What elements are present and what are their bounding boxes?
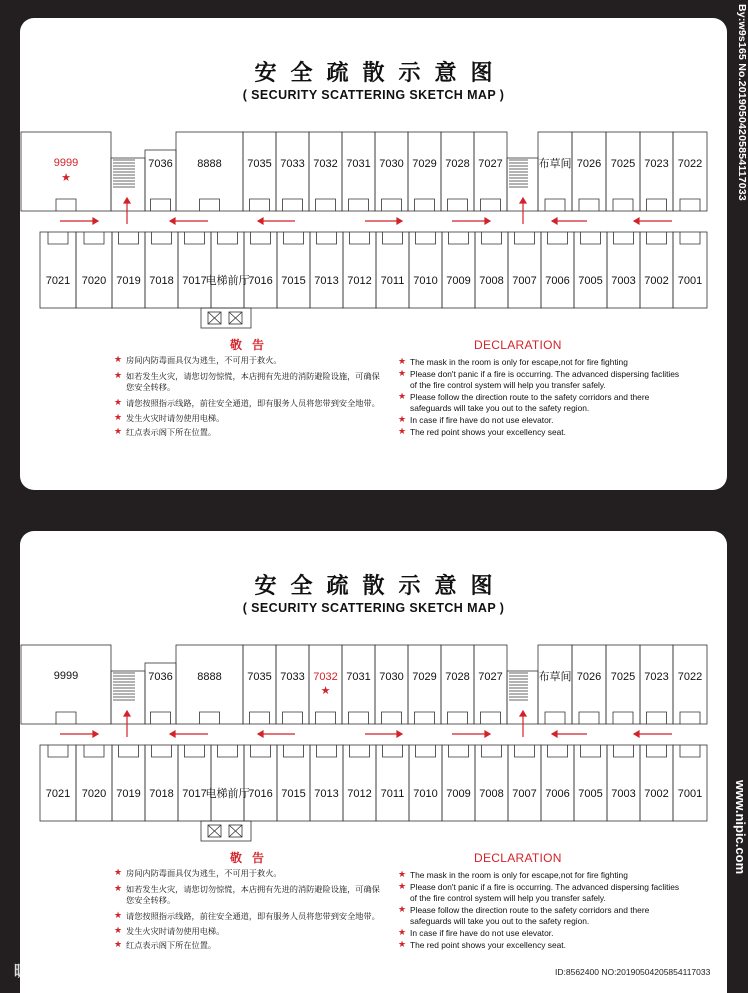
room-label: 7023 bbox=[644, 671, 669, 683]
room-cell bbox=[178, 232, 211, 308]
door-notch bbox=[680, 199, 700, 211]
door-notch bbox=[647, 199, 667, 211]
door-notch bbox=[581, 745, 601, 757]
door-notch bbox=[515, 745, 535, 757]
room-label: 7018 bbox=[149, 788, 174, 800]
declaration-item: ★ Please don't panic if a fire is occurring. The advanced dispersing faclities of the fire control system will help you transfer safely. bbox=[398, 367, 680, 391]
door-notch bbox=[614, 745, 634, 757]
star-icon: ★ bbox=[398, 926, 407, 937]
room-label: 7032 bbox=[313, 671, 338, 683]
room-cell bbox=[376, 232, 409, 308]
room-cell bbox=[343, 745, 376, 821]
room-label: 7003 bbox=[611, 275, 636, 287]
room-label: 7033 bbox=[280, 158, 305, 170]
room-cell bbox=[409, 745, 442, 821]
room-label: 7009 bbox=[446, 275, 471, 287]
door-notch bbox=[350, 232, 370, 244]
room-label: 7019 bbox=[116, 788, 141, 800]
warning-item: ★ 如若发生火灾，请您切勿惊慌，本店拥有先进的消防避险设施，可确保您安全转移。 bbox=[114, 369, 380, 393]
star-icon: ★ bbox=[398, 903, 407, 914]
door-notch bbox=[56, 199, 76, 211]
room-label: 7035 bbox=[247, 671, 272, 683]
door-notch bbox=[48, 745, 68, 757]
warning-title: 敬告 bbox=[230, 851, 275, 865]
room-label: 7019 bbox=[116, 275, 141, 287]
room-label: 7012 bbox=[347, 788, 372, 800]
room-cell bbox=[343, 232, 376, 308]
room-label: 7009 bbox=[446, 788, 471, 800]
door-notch bbox=[680, 745, 700, 757]
star-icon: ★ bbox=[114, 938, 123, 949]
room-cell bbox=[640, 232, 673, 308]
warning-list bbox=[112, 868, 382, 952]
room-cell bbox=[640, 745, 673, 821]
door-notch bbox=[545, 712, 565, 724]
room-cell bbox=[442, 232, 475, 308]
room-label: 7006 bbox=[545, 275, 570, 287]
star-icon: ★ bbox=[398, 425, 407, 436]
door-notch bbox=[415, 199, 435, 211]
declaration-item: ★ The red point shows your excellency seat. bbox=[398, 938, 566, 950]
door-notch bbox=[680, 712, 700, 724]
room-label: 7017 bbox=[182, 788, 207, 800]
star-icon: ★ bbox=[398, 413, 407, 424]
door-notch bbox=[185, 232, 205, 244]
room-label: 7010 bbox=[413, 275, 438, 287]
door-notch bbox=[119, 745, 139, 757]
room-cell bbox=[673, 232, 707, 308]
room-cell bbox=[673, 745, 707, 821]
declaration-item: ★ The mask in the room is only for escape,not for fire fighting bbox=[398, 869, 628, 880]
room-cell bbox=[244, 232, 277, 308]
door-notch bbox=[317, 745, 337, 757]
room-cell bbox=[442, 745, 475, 821]
door-notch bbox=[218, 232, 238, 244]
elevator-shaft bbox=[201, 308, 251, 328]
door-notch bbox=[416, 232, 436, 244]
door-notch bbox=[680, 232, 700, 244]
door-notch bbox=[218, 745, 238, 757]
room-label: 7001 bbox=[677, 788, 703, 800]
room-cell bbox=[277, 232, 310, 308]
door-notch bbox=[548, 745, 568, 757]
room-cell bbox=[409, 232, 442, 308]
door-notch bbox=[283, 712, 303, 724]
room-label: 7026 bbox=[576, 671, 602, 683]
door-notch bbox=[349, 712, 369, 724]
door-notch bbox=[449, 745, 469, 757]
room-cell bbox=[211, 232, 244, 308]
floor-plan bbox=[20, 18, 727, 338]
room-cell bbox=[76, 745, 112, 821]
door-notch bbox=[152, 745, 172, 757]
room-label: 7025 bbox=[610, 158, 636, 170]
room-cell bbox=[40, 232, 76, 308]
star-icon: ★ bbox=[398, 869, 407, 879]
star-icon: ★ bbox=[398, 356, 407, 366]
door-notch bbox=[481, 712, 501, 724]
room-label: 7020 bbox=[81, 275, 107, 287]
warning-item: ★ 发生火灾时请勿使用电梯。 bbox=[114, 412, 225, 424]
room-label: 9999 bbox=[53, 670, 79, 682]
room-label: 7006 bbox=[545, 788, 570, 800]
door-notch bbox=[515, 232, 535, 244]
door-notch bbox=[56, 712, 76, 724]
star-icon: ★ bbox=[114, 354, 123, 364]
room-label: 7015 bbox=[281, 788, 306, 800]
room-label: 7015 bbox=[281, 275, 306, 287]
room-label: 7016 bbox=[248, 275, 273, 287]
bottom-watermark: 昵图网 www.nipic.com bbox=[14, 963, 172, 980]
door-notch bbox=[151, 712, 171, 724]
door-notch bbox=[250, 199, 270, 211]
room-label: 7013 bbox=[314, 788, 339, 800]
room-label: 7008 bbox=[479, 275, 504, 287]
room-label: 布草间 bbox=[538, 671, 572, 683]
room-cell bbox=[178, 745, 211, 821]
room-cell bbox=[277, 745, 310, 821]
room-label: 7032 bbox=[313, 158, 338, 170]
declaration-item: ★ Please don't panic if a fire is occurring. The advanced dispersing faclities of the fire control system will help you transfer safely. bbox=[398, 880, 680, 904]
declaration-item: ★ The red point shows your excellency seat. bbox=[398, 425, 566, 437]
room-label: 7011 bbox=[380, 788, 405, 800]
declaration-item: ★ In case if fire have do not use elevator. bbox=[398, 926, 554, 938]
star-icon: ★ bbox=[398, 880, 407, 891]
map-title: 安全疏散示意图 bbox=[254, 574, 507, 599]
star-icon: ★ bbox=[114, 425, 123, 436]
door-notch bbox=[48, 232, 68, 244]
room-label: 7033 bbox=[280, 671, 305, 683]
door-notch bbox=[84, 745, 104, 757]
room-label: 8888 bbox=[197, 158, 222, 170]
room-cell bbox=[211, 745, 244, 821]
door-notch bbox=[579, 199, 599, 211]
door-notch bbox=[614, 232, 634, 244]
warning-item: ★ 房间内防毒面具仅为逃生，不可用于救火。 bbox=[114, 354, 282, 365]
door-notch bbox=[200, 199, 220, 211]
room-label: 7007 bbox=[512, 788, 537, 800]
room-label: 7005 bbox=[578, 275, 603, 287]
star-icon: ★ bbox=[114, 909, 123, 920]
star-icon: ★ bbox=[114, 396, 123, 407]
room-label: 7031 bbox=[346, 158, 371, 170]
room-label: 7030 bbox=[379, 158, 404, 170]
room-label: 7017 bbox=[182, 275, 207, 287]
door-notch bbox=[251, 232, 271, 244]
door-notch bbox=[200, 712, 220, 724]
star-icon: ★ bbox=[398, 938, 407, 949]
door-notch bbox=[84, 232, 104, 244]
room-label: 7027 bbox=[478, 671, 503, 683]
room-label: 7036 bbox=[148, 158, 173, 170]
room-label: 7010 bbox=[413, 788, 438, 800]
warning-item: ★ 请您按照指示线路，前往安全通道，即有服务人员将您带到安全地带。 bbox=[114, 396, 380, 408]
door-notch bbox=[613, 712, 633, 724]
room-label: 7011 bbox=[380, 275, 405, 287]
warning-item: ★ 如若发生火灾，请您切勿惊慌，本店拥有先进的消防避险设施，可确保您安全转移。 bbox=[114, 882, 380, 906]
room-label: 7021 bbox=[45, 788, 71, 800]
declaration-title: DECLARATION bbox=[474, 851, 562, 865]
room-cell bbox=[541, 232, 574, 308]
room-cell bbox=[112, 745, 145, 821]
room-label: 7030 bbox=[379, 671, 404, 683]
door-notch bbox=[545, 199, 565, 211]
door-notch bbox=[449, 232, 469, 244]
door-notch bbox=[383, 232, 403, 244]
door-notch bbox=[581, 232, 601, 244]
room-label: 9999 bbox=[53, 157, 79, 169]
room-cell bbox=[508, 745, 541, 821]
map-subtitle: ( SECURITY SCATTERING SKETCH MAP ) bbox=[242, 88, 505, 102]
door-notch bbox=[647, 745, 667, 757]
door-notch bbox=[349, 199, 369, 211]
star-icon: ★ bbox=[114, 882, 123, 893]
room-label: 7018 bbox=[149, 275, 174, 287]
room-label: 7028 bbox=[445, 671, 470, 683]
warning-item: ★ 请您按照指示线路，前往安全通道，即有服务人员将您带到安全地带。 bbox=[114, 909, 380, 921]
declaration-item: ★ In case if fire have do not use elevator. bbox=[398, 413, 554, 425]
room-label: 7035 bbox=[247, 158, 272, 170]
door-notch bbox=[119, 232, 139, 244]
room-cell bbox=[607, 745, 640, 821]
door-notch bbox=[481, 199, 501, 211]
door-notch bbox=[415, 712, 435, 724]
map-subtitle: ( SECURITY SCATTERING SKETCH MAP ) bbox=[242, 601, 505, 615]
declaration-item: ★ The mask in the room is only for escape,not for fire fighting bbox=[398, 356, 628, 367]
room-label: 7020 bbox=[81, 788, 107, 800]
door-notch bbox=[316, 712, 336, 724]
door-notch bbox=[350, 745, 370, 757]
sketch-map-card-1 bbox=[20, 18, 727, 490]
star-icon: ★ bbox=[114, 867, 123, 877]
door-notch bbox=[382, 712, 402, 724]
door-notch bbox=[548, 232, 568, 244]
door-notch bbox=[250, 712, 270, 724]
room-cell bbox=[607, 232, 640, 308]
room-label: 电梯前厅 bbox=[205, 788, 250, 800]
elevator-shaft bbox=[201, 821, 251, 841]
location-star-icon: ★ bbox=[61, 172, 71, 184]
room-label: 7021 bbox=[45, 275, 71, 287]
door-notch bbox=[448, 199, 468, 211]
room-label: 7008 bbox=[479, 788, 504, 800]
room-cell bbox=[310, 745, 343, 821]
door-notch bbox=[579, 712, 599, 724]
room-cell bbox=[145, 745, 178, 821]
bottom-watermark-id: ID:8562400 NO:20190504205854117033 bbox=[555, 967, 711, 977]
door-notch bbox=[251, 745, 271, 757]
room-label: 7022 bbox=[677, 158, 703, 170]
warning-list bbox=[112, 355, 382, 439]
room-label: 7016 bbox=[248, 788, 273, 800]
room-label: 布草间 bbox=[538, 158, 572, 170]
side-watermark: By:w9s165 No.20190504205854117033 bbox=[736, 4, 748, 201]
floor-plan bbox=[20, 531, 727, 851]
declaration-item: ★ Please follow the direction route to the safety corridors and there safeguards will take you out to the safety region. bbox=[398, 390, 650, 414]
room-label: 7002 bbox=[644, 788, 669, 800]
room-cell bbox=[541, 745, 574, 821]
star-icon: ★ bbox=[398, 390, 407, 401]
room-cell bbox=[244, 745, 277, 821]
declaration-title: DECLARATION bbox=[474, 338, 562, 352]
room-label: 7036 bbox=[148, 671, 173, 683]
star-icon: ★ bbox=[398, 367, 407, 378]
room-label: 电梯前厅 bbox=[205, 275, 250, 287]
room-label: 7003 bbox=[611, 788, 636, 800]
warning-title: 敬告 bbox=[230, 338, 275, 352]
room-label: 7002 bbox=[644, 275, 669, 287]
map-title: 安全疏散示意图 bbox=[254, 61, 507, 86]
door-notch bbox=[284, 745, 304, 757]
room-cell bbox=[475, 232, 508, 308]
star-icon: ★ bbox=[114, 412, 123, 423]
side-watermark-site: www.nipic.com bbox=[733, 780, 748, 875]
door-notch bbox=[448, 712, 468, 724]
location-star-icon: ★ bbox=[320, 685, 331, 697]
door-notch bbox=[416, 745, 436, 757]
room-label: 7005 bbox=[578, 788, 603, 800]
room-label: 7007 bbox=[512, 275, 537, 287]
room-label: 7029 bbox=[412, 158, 437, 170]
room-label: 7025 bbox=[610, 671, 636, 683]
star-icon: ★ bbox=[114, 369, 123, 380]
room-cell bbox=[310, 232, 343, 308]
room-cell bbox=[574, 745, 607, 821]
door-notch bbox=[316, 199, 336, 211]
room-cell bbox=[40, 745, 76, 821]
room-label: 7031 bbox=[346, 671, 371, 683]
door-notch bbox=[284, 232, 304, 244]
warning-item: ★ 发生火灾时请勿使用电梯。 bbox=[114, 925, 225, 937]
room-cell bbox=[574, 232, 607, 308]
sketch-map-card-2 bbox=[20, 531, 727, 993]
declaration-list bbox=[396, 870, 686, 951]
door-notch bbox=[151, 199, 171, 211]
room-label: 7027 bbox=[478, 158, 503, 170]
room-cell bbox=[475, 745, 508, 821]
warning-item: ★ 房间内防毒面具仅为逃生，不可用于救火。 bbox=[114, 867, 282, 878]
room-label: 7012 bbox=[347, 275, 372, 287]
door-notch bbox=[185, 745, 205, 757]
declaration-list bbox=[396, 357, 686, 438]
door-notch bbox=[647, 712, 667, 724]
room-label: 7023 bbox=[644, 158, 669, 170]
room-label: 7022 bbox=[677, 671, 703, 683]
door-notch bbox=[152, 232, 172, 244]
door-notch bbox=[647, 232, 667, 244]
room-label: 8888 bbox=[197, 671, 222, 683]
door-notch bbox=[482, 232, 502, 244]
room-label: 7029 bbox=[412, 671, 437, 683]
declaration-item: ★ Please follow the direction route to the safety corridors and there safeguards will take you out to the safety region. bbox=[398, 903, 650, 927]
star-icon: ★ bbox=[114, 925, 123, 936]
room-label: 7026 bbox=[576, 158, 602, 170]
room-label: 7013 bbox=[314, 275, 339, 287]
room-cell bbox=[112, 232, 145, 308]
room-label: 7001 bbox=[677, 275, 703, 287]
door-notch bbox=[317, 232, 337, 244]
door-notch bbox=[383, 745, 403, 757]
door-notch bbox=[283, 199, 303, 211]
warning-item: ★ 红点表示阁下所在位置。 bbox=[114, 425, 217, 437]
room-cell bbox=[508, 232, 541, 308]
warning-item: ★ 红点表示阁下所在位置。 bbox=[114, 938, 217, 950]
room-cell bbox=[76, 232, 112, 308]
door-notch bbox=[482, 745, 502, 757]
room-cell bbox=[145, 232, 178, 308]
door-notch bbox=[613, 199, 633, 211]
room-cell bbox=[376, 745, 409, 821]
room-label: 7028 bbox=[445, 158, 470, 170]
door-notch bbox=[382, 199, 402, 211]
